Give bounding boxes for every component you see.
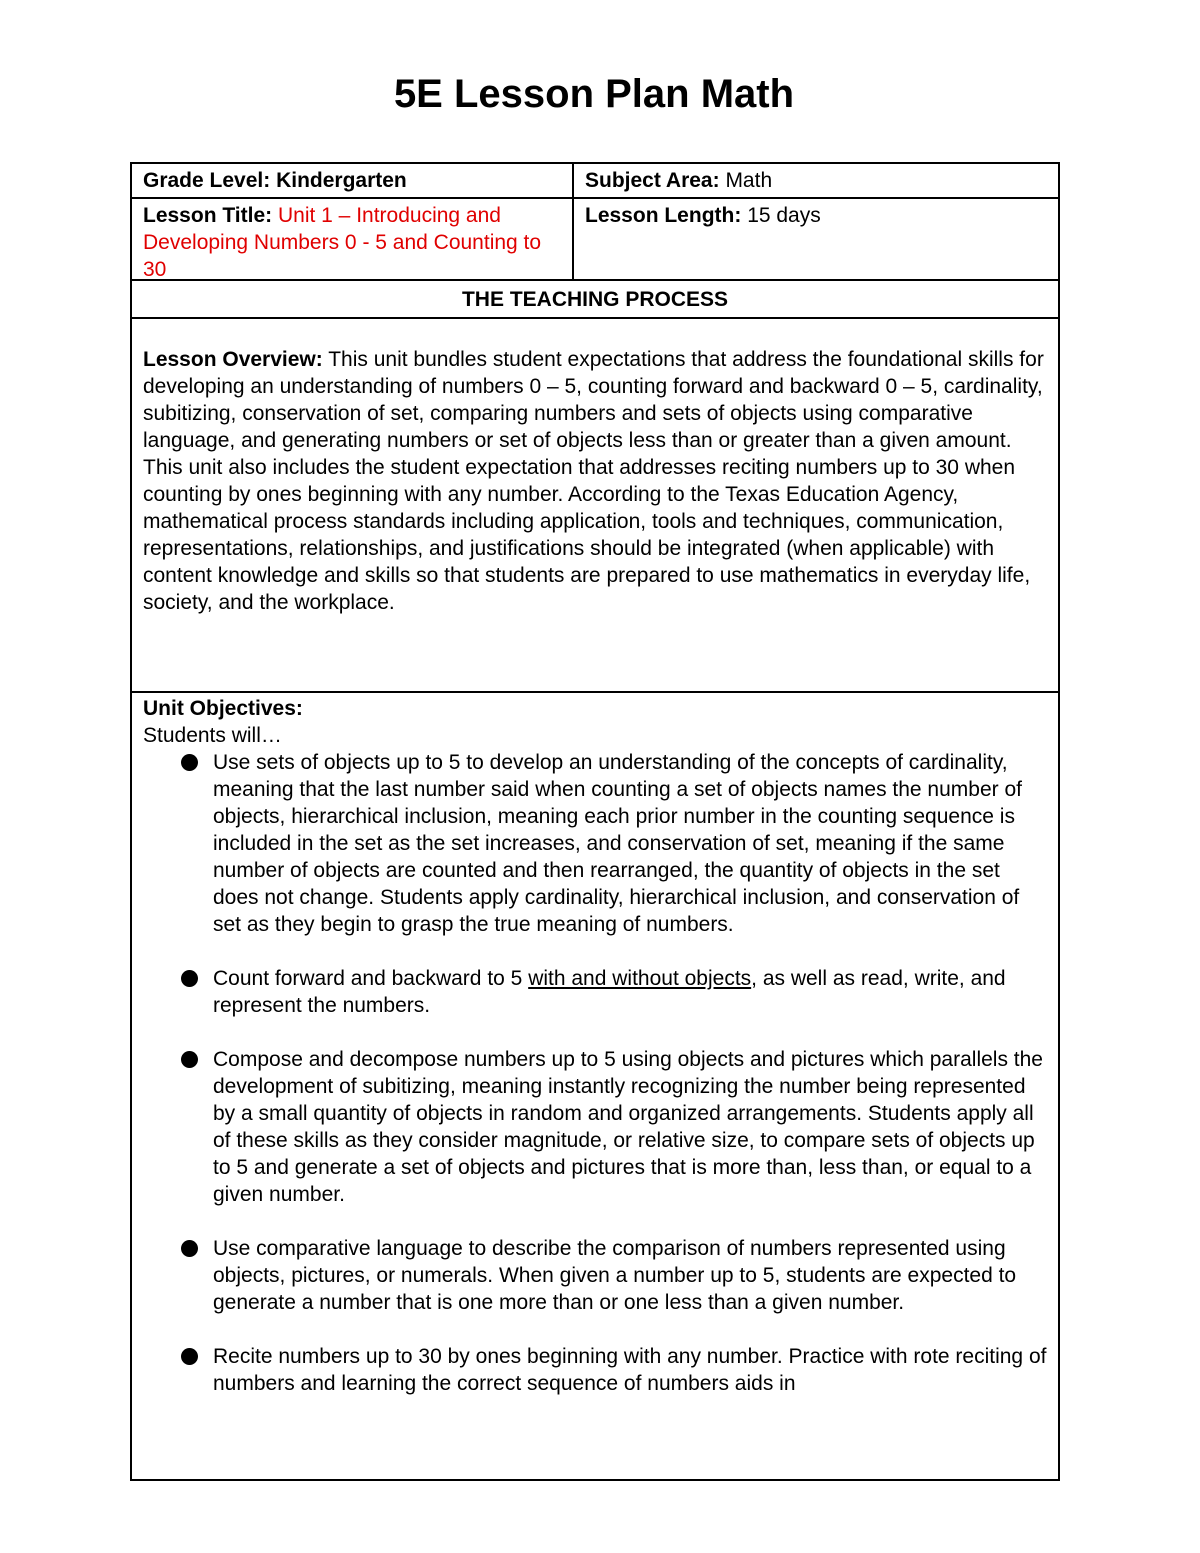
table-row-objectives	[132, 693, 1058, 1481]
lesson-title-label: Lesson Title:	[143, 204, 273, 227]
subject-area-value: Math	[725, 169, 773, 192]
table-row-section-heading	[132, 281, 1058, 319]
bullet-icon	[181, 1240, 198, 1257]
objectives-list	[143, 749, 1048, 1397]
unit-objectives-intro: Students will…	[143, 724, 282, 747]
table-row-title-length	[132, 199, 1058, 281]
lesson-plan-table	[130, 162, 1060, 1481]
objective-text: Use sets of objects up to 5 to develop an understanding of the concepts of cardinality, meaning that the last number said when counting a set of objects names the number of objects, hierarchical inclusion, meaning each prior number in the counting sequence is included in the set as the set increases, and conservation of set, meaning if the same number of objects are counted and then rearranged, the quantity of objects in the set does not change. Students apply cardinality, hierarchical inclusion, and conservation of set as they begin to grasp the true meaning of numbers.	[213, 751, 1022, 936]
lesson-length-label: Lesson Length:	[585, 204, 742, 227]
subject-area-label: Subject Area:	[585, 169, 720, 192]
objective-text: Compose and decompose numbers up to 5 using objects and pictures which parallels the development of subitizing, meaning instantly recognizing the number being represented by a small quantity of objects in random and organized arrangements. Students apply all of these skills as they consider magnitude, or relative size, to compare sets of objects up to 5 and generate a set of objects and pictures that is more than, less than, or equal to a given number.	[213, 1048, 1043, 1206]
lesson-length-cell	[574, 199, 1058, 279]
objective-text: Recite numbers up to 30 by ones beginning with any number. Practice with rote reciting of numbers and learning the correct sequence of numbers aids in	[213, 1345, 1047, 1395]
lesson-overview-text: This unit bundles student expectations that address the foundational skills for developing an understanding of numbers 0 – 5, counting forward and backward 0 – 5, cardinality, subitizing, conservation of set, comparing numbers and sets of objects using comparative language, and generating numbers or set of objects less than or greater than a given amount. This unit also includes the student expectation that addresses reciting numbers up to 30 when counting by ones beginning with any number. According to the Texas Education Agency, mathematical process standards including application, tools and techniques, communication, representations, relationships, and justifications should be integrated (when applicable) with content knowledge and skills so that students are prepared to use mathematics in everyday life, society, and the workplace.	[143, 348, 1044, 614]
lesson-title-cell	[132, 199, 574, 279]
lesson-length-value: 15 days	[747, 204, 821, 227]
unit-objectives-label: Unit Objectives:	[143, 697, 303, 720]
document-title: 5E Lesson Plan Math	[393, 72, 795, 116]
objective-text-end: , as well as read, write, and represent the numbers.	[213, 967, 1006, 1017]
bullet-icon	[181, 1051, 198, 1068]
grade-level-value: Kindergarten	[276, 169, 407, 192]
subject-area-cell	[574, 164, 1058, 197]
table-row-grade-subject	[132, 164, 1058, 199]
bullet-icon	[181, 754, 198, 771]
lesson-title-value: Unit 1 – Introducing and Developing Numbers 0 - 5 and Counting to 30	[143, 204, 542, 281]
bullet-icon	[181, 1348, 198, 1365]
list-item	[143, 1235, 1048, 1316]
teaching-process-heading: THE TEACHING PROCESS	[461, 288, 729, 311]
list-item	[143, 1343, 1048, 1397]
objective-underlined-text: with and without objects	[528, 967, 752, 990]
list-item	[143, 965, 1048, 1019]
grade-level-cell	[132, 164, 574, 197]
grade-level-label: Grade Level:	[143, 169, 271, 192]
unit-objectives	[132, 693, 1058, 1397]
list-item	[143, 1046, 1048, 1208]
list-item	[143, 749, 1048, 938]
bullet-icon	[181, 970, 198, 987]
lesson-overview-label: Lesson Overview:	[143, 348, 323, 371]
lesson-overview	[132, 319, 1058, 616]
objective-text-start: Count forward and backward to 5	[213, 967, 529, 990]
table-row-overview	[132, 319, 1058, 693]
objective-text: Use comparative language to describe the comparison of numbers represented using objects, pictures, or numerals. When given a number up to 5, students are expected to generate a number that is one more than or one less than a given number.	[213, 1237, 1017, 1314]
